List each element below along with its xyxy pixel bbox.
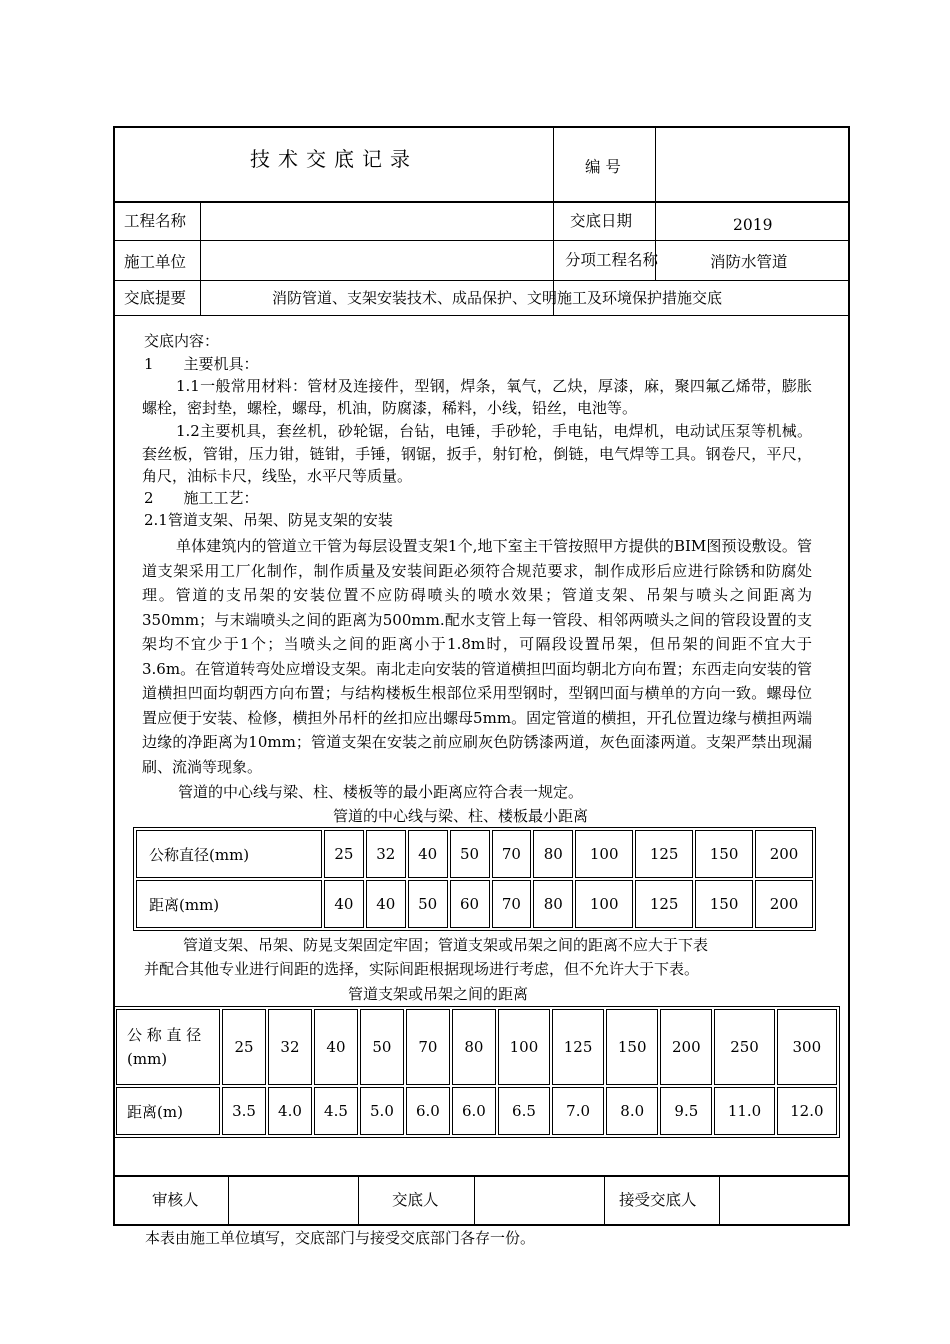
section-1-1: 1.1一般常用材料：管材及连接件，型钢，焊条，氧气，乙炔，厚漆，麻，聚四氟乙烯带，膨胀螺栓，密封垫，螺栓，螺母，机油，防腐漆，稀料，小线，铅丝，电池等。 xyxy=(142,377,812,417)
table1-cell: 80 xyxy=(533,880,573,928)
table1-cell: 125 xyxy=(635,830,693,878)
table2-cell: 8.0 xyxy=(606,1087,658,1135)
frame-row4-bottom xyxy=(113,315,849,316)
table2-intro-line1: 管道支架、吊架、防晃支架固定牢固；管道支架或吊架之间的距离不应大于下表 xyxy=(183,936,709,954)
sig-sep-5 xyxy=(719,1175,720,1224)
table2-cell: 150 xyxy=(606,1009,658,1085)
table2-cell: 7.0 xyxy=(552,1087,604,1135)
table1-title: 管道的中心线与梁、柱、楼板最小距离 xyxy=(333,807,589,825)
table2-cell: 3.5 xyxy=(222,1087,266,1135)
sub-project-value[interactable]: 消防水管道 xyxy=(710,253,788,271)
table2-cell: 125 xyxy=(552,1009,604,1085)
table1-cell: 100 xyxy=(575,830,633,878)
table2-row1-label-b: (mm) xyxy=(127,1050,168,1068)
table2-cell: 12.0 xyxy=(777,1087,837,1135)
table2-title: 管道支架或吊架之间的距离 xyxy=(348,985,529,1003)
summary-value: 消防管道、支架安装技术、成品保护、文明施工及环境保护措施交底 xyxy=(272,289,723,307)
discloser-label: 交底人 xyxy=(392,1191,439,1209)
table1-cell: 80 xyxy=(533,830,573,878)
frame-row2-bottom xyxy=(113,240,849,241)
support-spacing-table xyxy=(113,1006,840,1138)
table2-cell: 100 xyxy=(498,1009,550,1085)
table2-cell: 40 xyxy=(314,1009,358,1085)
page-title: 技术交底记录 xyxy=(250,147,418,171)
table2-cell: 25 xyxy=(222,1009,266,1085)
table2-cell: 5.0 xyxy=(360,1087,404,1135)
table2-cell: 80 xyxy=(452,1009,496,1085)
table1-cell: 200 xyxy=(755,880,813,928)
project-name-label: 工程名称 xyxy=(124,212,187,230)
table2-cell: 6.5 xyxy=(498,1087,550,1135)
section-2-1-body: 单体建筑内的管道立干管为每层设置支架1个,地下室主干管按照甲方提供的BIM图预设敷设。管道支架采用工厂化制作，制作质量及安装间距必须符合规范要求，制作成形后应进行除锈和防腐处理。管道的支吊架的安装位置不应防碍喷头的喷水效果；管道支架、吊架与喷头之间距离为350mm；与末端喷头之间的距离为500mm.配水支管上每一管段、相邻两喷头之间的管段设置的支架均不宜少于1个；当喷头之间的距离小于1.8m时，可隔段设置吊架，但吊架的间距不宜大于 3.6m。在管道转弯处应增设支架。南北走向安装的管道横担凹面均朝北方向布置；东西走向安装的管道横担凹面均朝西方向布置；与结构楼板生根部位采用型钢时，型钢凹面与横单的方向一致。螺母位置应便于安装、检修，横担外吊杆的丝扣应出螺母5mm。固定管道的横担，开孔位置边缘与横担两端边缘的净距离为10mm；管道支架在安装之前应刷灰色防锈漆两道，灰色面漆两道。支架严禁出现漏刷、流淌等现象。 xyxy=(142,537,812,776)
sig-sep-3 xyxy=(474,1175,475,1224)
table1-cell: 125 xyxy=(635,880,693,928)
table2-cell: 4.5 xyxy=(314,1087,358,1135)
table2-row1-label-a: 公 称 直 径 xyxy=(127,1026,202,1044)
label-col-sep xyxy=(200,201,201,315)
table1-cell: 60 xyxy=(450,880,490,928)
table2-cell: 300 xyxy=(777,1009,837,1085)
table1-intro: 管道的中心线与梁、柱、楼板等的最小距离应符合表一规定。 xyxy=(178,783,584,801)
header-sep-1 xyxy=(553,126,554,315)
table2-cell: 50 xyxy=(360,1009,404,1085)
summary-label: 交底提要 xyxy=(124,289,187,307)
table2-row1-label xyxy=(116,1009,220,1085)
number-label: 编 号 xyxy=(585,158,621,176)
footer-note: 本表由施工单位填写，交底部门与接受交底部门各存一份。 xyxy=(145,1229,536,1247)
table1-cell: 70 xyxy=(492,880,532,928)
section-2-heading: 2 施工工艺： xyxy=(144,489,259,507)
table2-cell: 4.0 xyxy=(268,1087,312,1135)
table2-row2-label: 距离(m) xyxy=(116,1087,220,1135)
frame-bottom xyxy=(113,1224,849,1226)
table1-cell: 32 xyxy=(366,830,406,878)
section-2-1: 2.1管道支架、吊架、防晃支架的安装 xyxy=(144,511,393,529)
table1-cell: 100 xyxy=(575,880,633,928)
table2-cell: 250 xyxy=(714,1009,774,1085)
table1-cell: 25 xyxy=(324,830,364,878)
table1-cell: 40 xyxy=(408,830,448,878)
table2-cell: 200 xyxy=(660,1009,712,1085)
receiver-label: 接受交底人 xyxy=(619,1191,697,1209)
date-value[interactable]: 2019 xyxy=(733,216,773,234)
reviewer-label: 审核人 xyxy=(152,1191,199,1209)
frame-content-bottom xyxy=(113,1175,849,1177)
unit-label: 施工单位 xyxy=(124,253,187,271)
table2-intro-line2: 并配合其他专业进行间距的选择，实际间距根据现场进行考虑，但不允许大于下表。 xyxy=(144,960,700,978)
table1-row1-label: 公称直径(mm) xyxy=(136,830,322,878)
table1-cell: 40 xyxy=(366,880,406,928)
min-distance-table xyxy=(133,827,816,931)
sig-sep-1 xyxy=(228,1175,229,1224)
table2-cell: 32 xyxy=(268,1009,312,1085)
table1-cell: 50 xyxy=(450,830,490,878)
table2-cell: 9.5 xyxy=(660,1087,712,1135)
table1-cell: 40 xyxy=(324,880,364,928)
sig-sep-2 xyxy=(358,1175,359,1224)
table1-cell: 50 xyxy=(408,880,448,928)
sub-project-label: 分项工程名称 xyxy=(565,251,659,269)
table1-cell: 70 xyxy=(492,830,532,878)
frame-top xyxy=(113,126,849,128)
section-1-heading: 1 主要机具： xyxy=(144,355,259,373)
table1-cell: 200 xyxy=(755,830,813,878)
content-heading: 交底内容： xyxy=(144,332,220,350)
table2-cell: 70 xyxy=(406,1009,450,1085)
table2-cell: 11.0 xyxy=(714,1087,774,1135)
table2-cell: 6.0 xyxy=(452,1087,496,1135)
section-1-2: 1.2主要机具，套丝机，砂轮锯，台钻，电锤，手砂轮，手电钻，电焊机，电动试压泵等机械。套丝板，管钳，压力钳，链钳，手锤，钢锯，扳手，射钉枪，倒链，电气焊等工具。钢卷尺，平尺，角尺，油标卡尺，线坠，水平尺等质量。 xyxy=(142,422,812,485)
frame-row1-bottom xyxy=(113,201,849,203)
date-label: 交底日期 xyxy=(570,212,633,230)
frame-right xyxy=(848,126,850,1226)
table2-cell: 6.0 xyxy=(406,1087,450,1135)
table1-row2-label: 距离(mm) xyxy=(136,880,322,928)
sig-sep-4 xyxy=(604,1175,605,1224)
frame-row3-bottom xyxy=(113,280,849,281)
table1-cell: 150 xyxy=(695,880,753,928)
table1-cell: 150 xyxy=(695,830,753,878)
